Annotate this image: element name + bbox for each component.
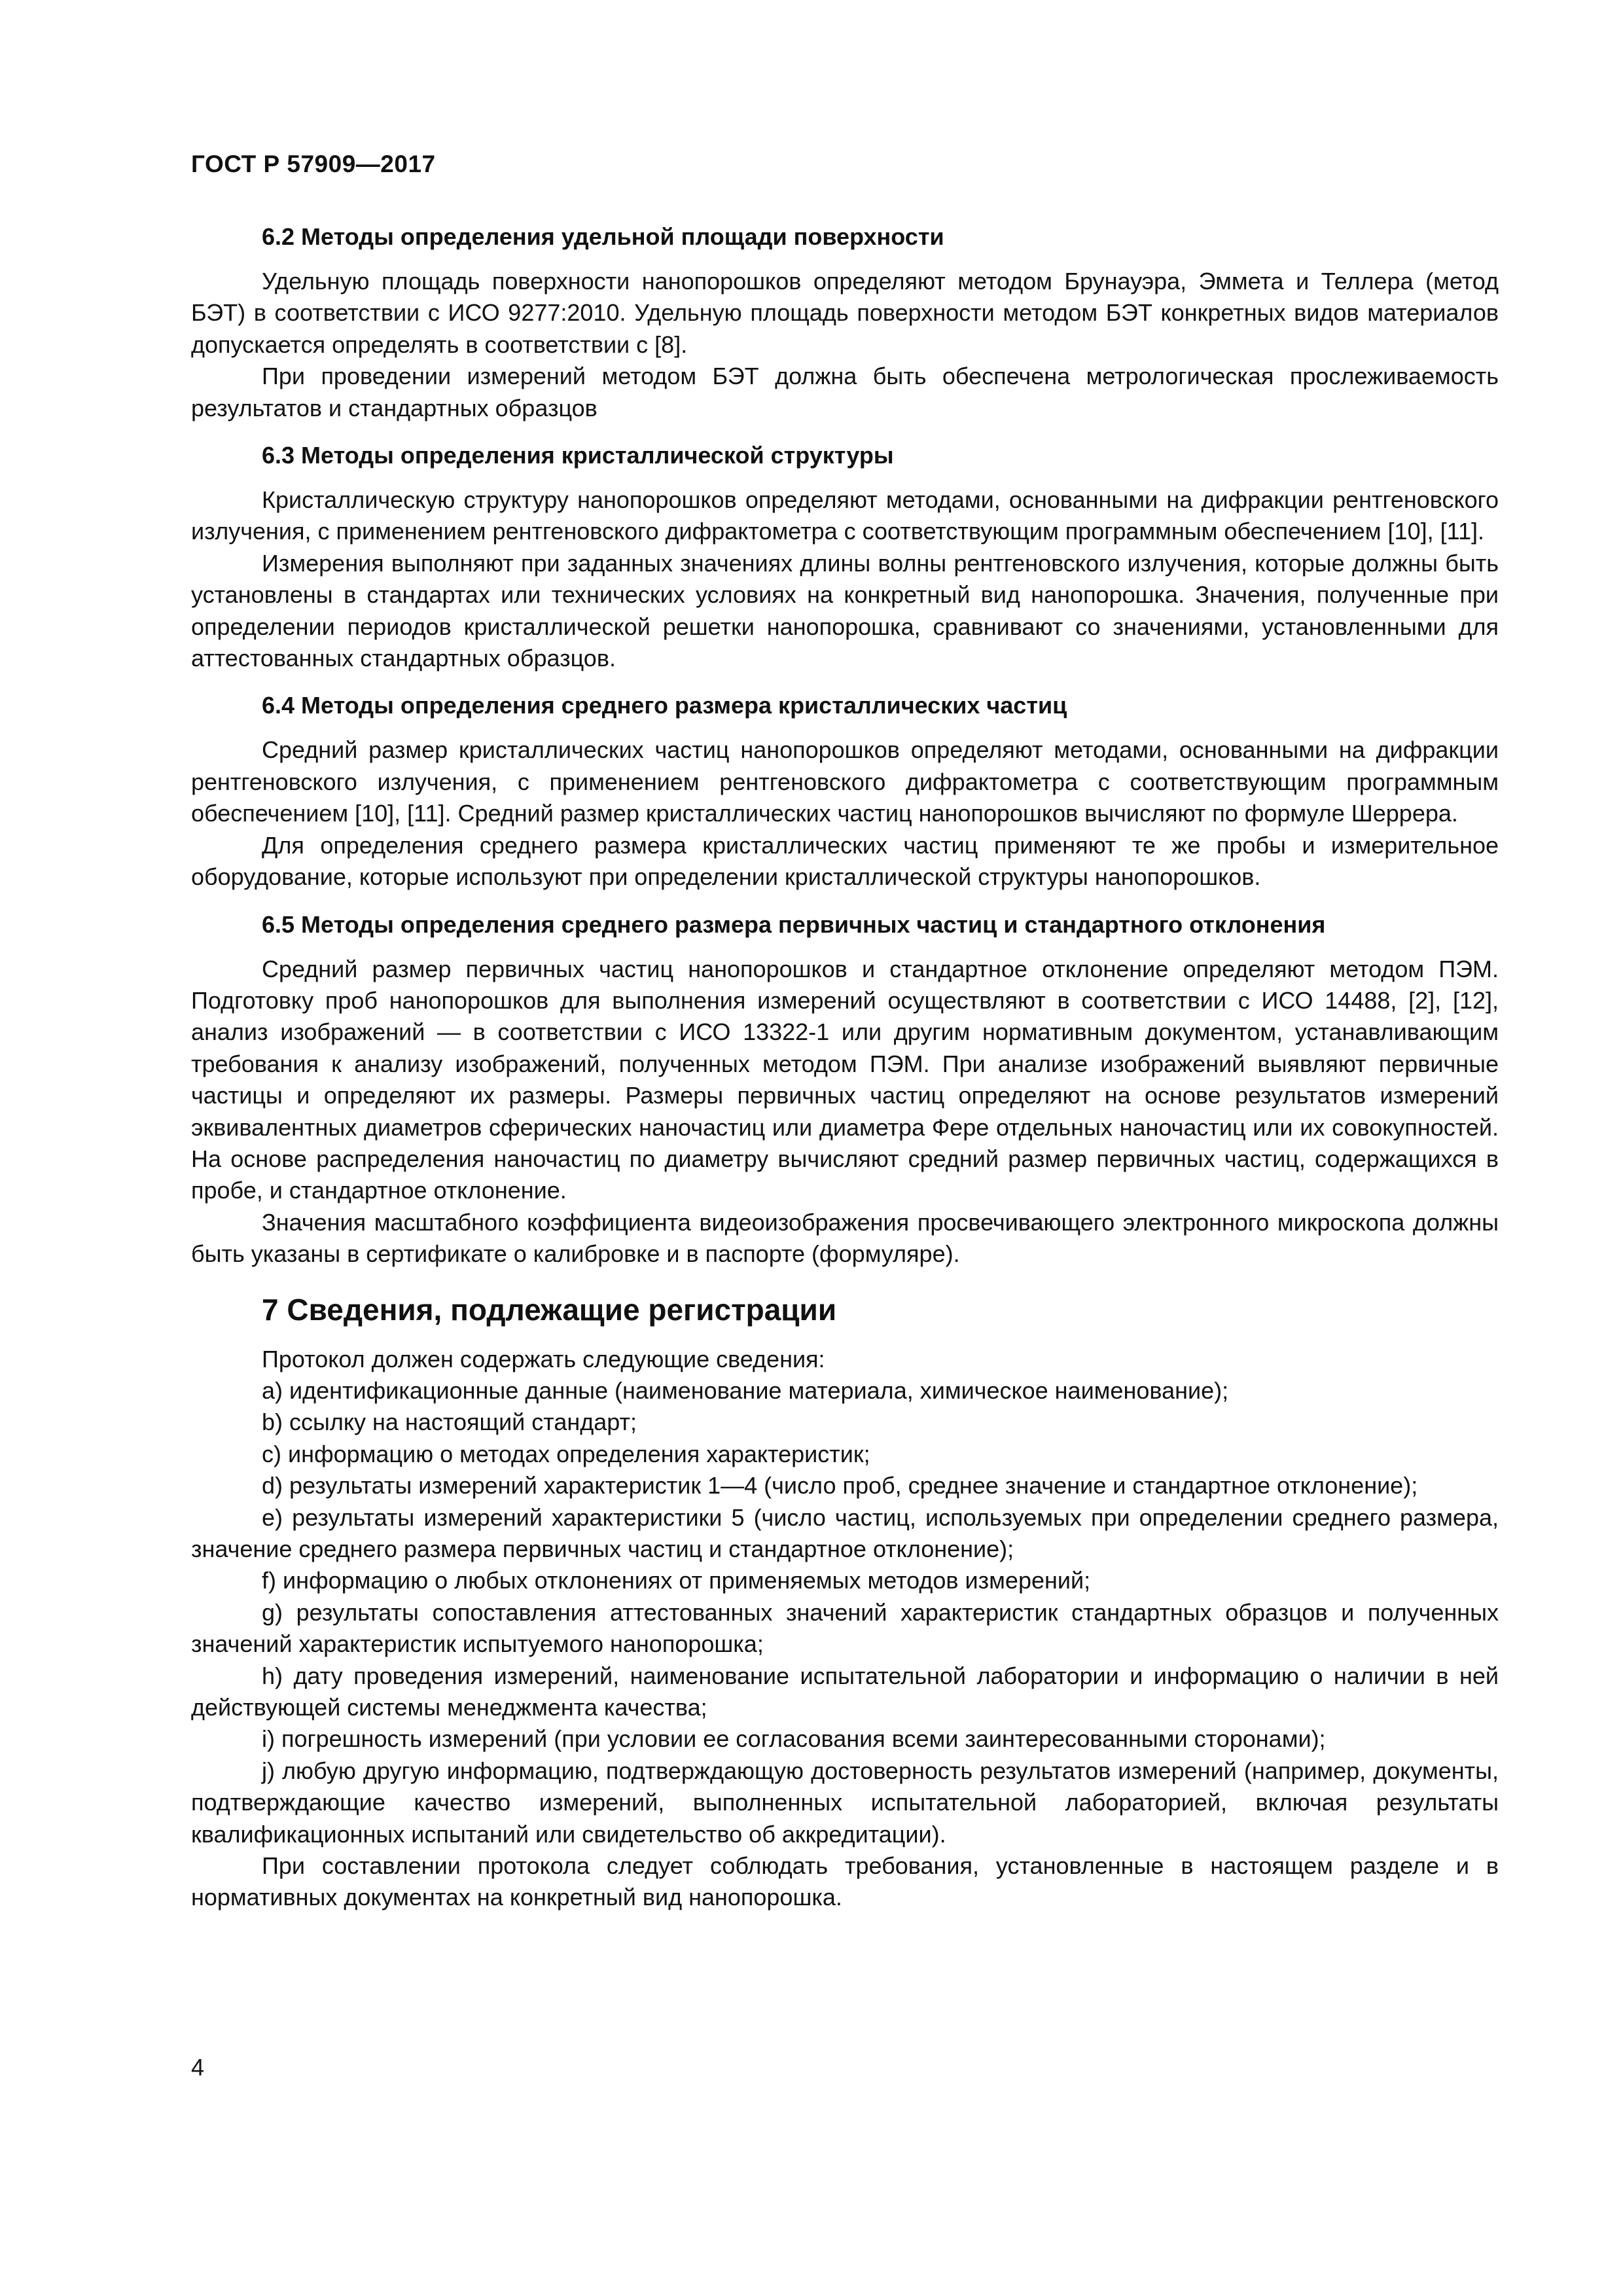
list-item: g) результаты сопоставления аттестованных значений характеристик стандартных образцов и полученных значений характеристик испытуемого нанопорошка; <box>191 1598 1499 1658</box>
section-6-2-paragraph-1: Удельную площадь поверхности нанопорошков определяют методом Брунауэра, Эммета и Теллера (метод БЭТ) в соответствии с ИСО 9277:2010. Удельную площадь поверхности методом БЭТ конкретных видов материалов допускается определять в соответствии с [8]. <box>191 268 1499 358</box>
section-6-4-title: 6.4 Методы определения среднего размера кристаллических частиц <box>262 692 1067 719</box>
list-item: c) информацию о методах определения характеристик; <box>262 1440 870 1467</box>
section-6-5-paragraph-2: Значения масштабного коэффициента видеоизображения просвечивающего электронного микроскопа должны быть указаны в сертификате о калибровке и в паспорте (формуляре). <box>191 1208 1499 1268</box>
section-6-2-paragraph-2: При проведении измерений методом БЭТ должна быть обеспечена метрологическая прослеживаемость результатов и стандартных образцов <box>191 363 1499 422</box>
list-item: i) погрешность измерений (при условии ее согласования всеми заинтересованными сторонами); <box>262 1725 1326 1753</box>
section-6-2 <box>191 221 1499 424</box>
section-6-3-paragraph-1: Кристаллическую структуру нанопорошков определяют методами, основанными на дифракции рентгеновского излучения, с применением рентгеновского дифрактометра с соответствующим программным обеспечением [10], [11]. <box>191 486 1499 545</box>
document-body <box>191 221 1499 1914</box>
section-6-3 <box>191 440 1499 674</box>
section-6-3-title: 6.3 Методы определения кристаллической структуры <box>262 442 894 469</box>
list-item: d) результаты измерений характеристик 1—4 (число проб, среднее значение и стандартное отклонение); <box>262 1472 1418 1499</box>
list-item: j) любую другую информацию, подтверждающую достоверность результатов измерений (например, документы, подтверждающие качество измерений, выполненных испытательной лабораторией, включая результаты квалификационных испытаний или свидетельство об аккредитации). <box>191 1757 1499 1848</box>
section-6-4-paragraph-1: Средний размер кристаллических частиц нанопорошков определяют методами, основанными на дифракции рентгеновского излучения, с применением рентгеновского дифрактометра с соответствующим программным обеспечением [10], [11]. Средний размер кристаллических частиц нанопорошков вычисляют по формуле Шеррера. <box>191 736 1499 827</box>
section-7-title: 7 Сведения, подлежащие регистрации <box>262 1292 837 1327</box>
section-7-intro: Протокол должен содержать следующие сведения: <box>262 1345 825 1372</box>
section-6-4 <box>191 690 1499 893</box>
document-header: ГОСТ Р 57909—2017 <box>191 151 436 177</box>
list-item: f) информацию о любых отклонениях от применяемых методов измерений; <box>262 1567 1091 1594</box>
list-item: b) ссылку на настоящий стандарт; <box>262 1408 637 1436</box>
list-item: e) результаты измерений характеристики 5 (число частиц, используемых при определении среднего размера, значение среднего размера первичных частиц и стандартное отклонение); <box>191 1503 1499 1562</box>
section-6-4-paragraph-2: Для определения среднего размера кристаллических частиц применяют те же пробы и измерительное оборудование, которые используют при определении кристаллической структуры нанопорошков. <box>191 831 1499 891</box>
section-7-closing: При составлении протокола следует соблюдать требования, установленные в настоящем разделе и в нормативных документах на конкретный вид нанопорошка. <box>191 1852 1499 1911</box>
section-6-5 <box>191 909 1499 1270</box>
section-6-5-paragraph-1: Средний размер первичных частиц нанопорошков и стандартное отклонение определяют методом ПЭМ. Подготовку проб нанопорошков для выполнения измерений осуществляют в соответствии с ИСО 14488, [2], [12], анализ изображений — в соответствии с ИСО 13322-1 или другим нормативным документом, устанавливающим требования к анализу изображений, полученных методом ПЭМ. При анализе изображений выявляют первичные частицы и определяют их размеры. Размеры первичных частиц определяют на основе результатов измерений эквивалентных диаметров сферических наночастиц или диаметра Фере отдельных наночастиц или их совокупностей. На основе распределения наночастиц по диаметру вычисляют средний размер первичных частиц, содержащихся в пробе, и стандартное отклонение. <box>191 955 1499 1204</box>
list-item: а) идентификационные данные (наименование материала, химическое наименование); <box>262 1376 1229 1404</box>
list-item: h) дату проведения измерений, наименование испытательной лаборатории и информацию о наличии в ней действующей системы менеджмента качества; <box>191 1662 1499 1721</box>
section-7 <box>191 1290 1499 1914</box>
section-6-3-paragraph-2: Измерения выполняют при заданных значениях длины волны рентгеновского излучения, которые должны быть установлены в стандартах или технических условиях на конкретный вид нанопорошка. Значения, полученные при определении периодов кристаллической решетки нанопорошка, сравнивают со значениями, установленными для аттестованных стандартных образцов. <box>191 549 1499 672</box>
section-6-2-title: 6.2 Методы определения удельной площади поверхности <box>262 223 944 250</box>
page-number: 4 <box>191 2054 205 2081</box>
section-6-5-title: 6.5 Методы определения среднего размера первичных частиц и стандартного отклонения <box>262 910 1326 938</box>
